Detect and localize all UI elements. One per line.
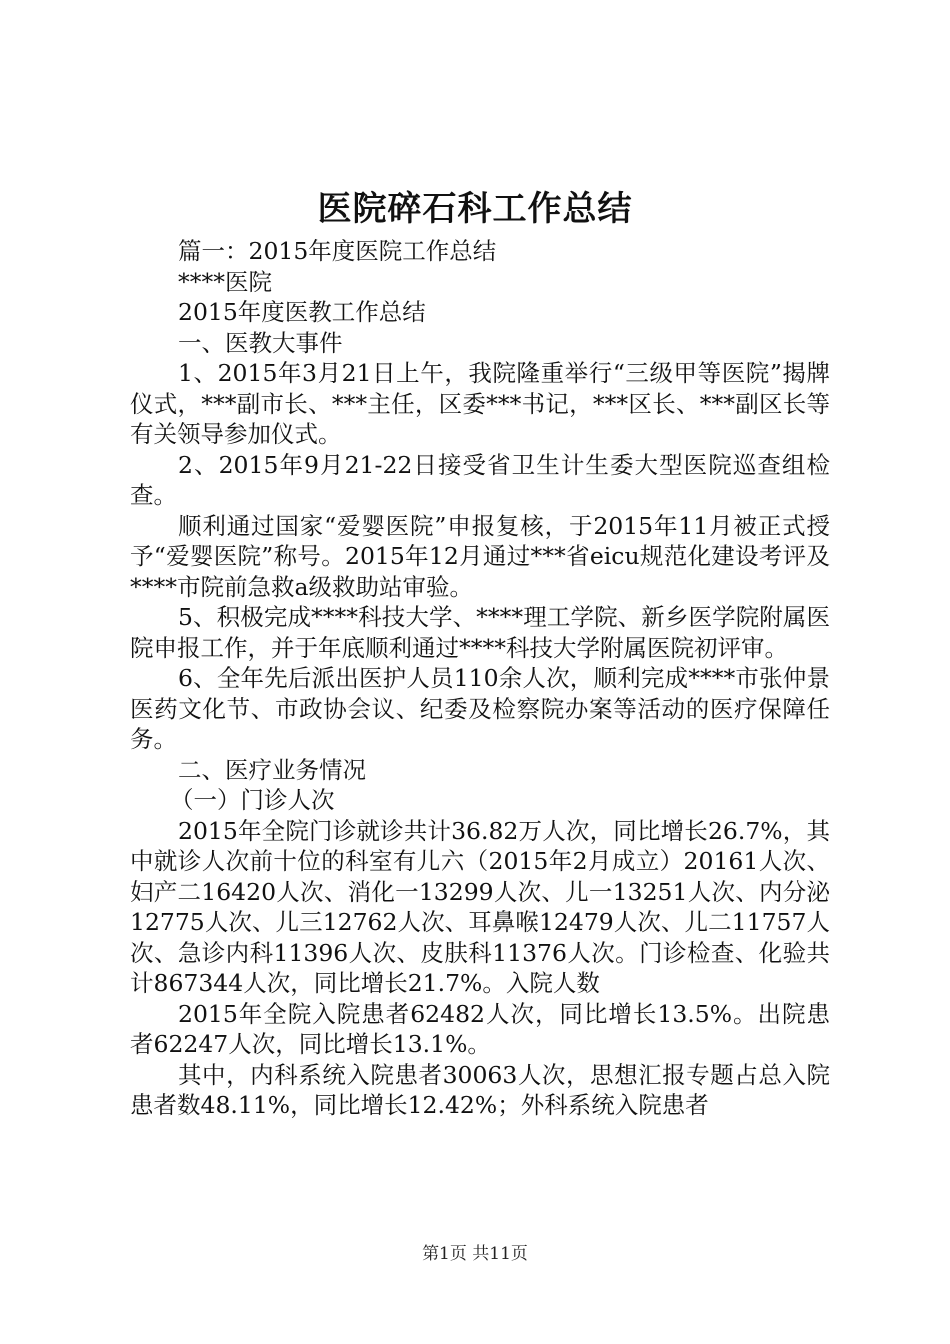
paragraph-inpatient-stats: 2015年全院入院患者62482人次，同比增长13.5%。出院患者62247人次，同比增长13.1%。 (130, 999, 830, 1058)
paragraph-event-baby-friendly: 顺利通过国家“爱婴医院”申报复核，于2015年11月被正式授予“爱婴医院”称号。2015年12月通过***省eicu规范化建设考评及****市院前急救a级救助站审验。 (130, 511, 830, 601)
subsection-heading-outpatient: （一）门诊人次 (170, 786, 335, 814)
document-body (130, 236, 830, 1121)
page-footer: 第1页 共11页 (422, 1244, 528, 1264)
paragraph-article-heading: 篇一：2015年度医院工作总结 (178, 237, 497, 265)
paragraph-event-5: 5、积极完成****科技大学、****理工学院、新乡医学院附属医院申报工作，并于年底顺利通过****科技大学附属医院初评审。 (130, 603, 830, 662)
section-heading-events: 一、医教大事件 (178, 328, 343, 357)
paragraph-event-6: 6、全年先后派出医护人员110余人次，顺利完成****市张仲景医药文化节、市政协会议、纪委及检察院办案等活动的医疗保障任务。 (130, 664, 830, 753)
paragraph-outpatient-stats: 2015年全院门诊就诊共计36.82万人次，同比增长26.7%，其中就诊人次前十位的科室有儿六（2015年2月成立）20161人次、妇产二16420人次、消化一13299人次、儿一13251人次、内分泌12775人次、儿三12762人次、耳鼻喉12479人次、儿二11757人次、急诊内科11396人次、皮肤科11376人次。门诊检查、化验共计867344人次，同比增长21.7%。入院人数 (130, 816, 830, 997)
paragraph-event-1: 1、2015年3月21日上午，我院隆重举行“三级甲等医院”揭牌仪式，***副市长、***主任，区委***书记，***区长、***副区长等有关领导参加仪式。 (130, 359, 830, 448)
paragraph-hospital-name: ****医院 (178, 267, 272, 296)
paragraph-report-title: 2015年度医教工作总结 (178, 298, 426, 326)
section-heading-medical-business: 二、医疗业务情况 (178, 755, 366, 784)
paragraph-department-stats: 其中，内科系统入院患者30063人次，思想汇报专题占总入院患者数48.11%，同比增长12.42%；外科系统入院患者 (130, 1060, 830, 1119)
paragraph-event-2: 2、2015年9月21-22日接受省卫生计生委大型医院巡查组检查。 (130, 450, 830, 509)
document-title: 医院碎石科工作总结 (317, 189, 633, 229)
